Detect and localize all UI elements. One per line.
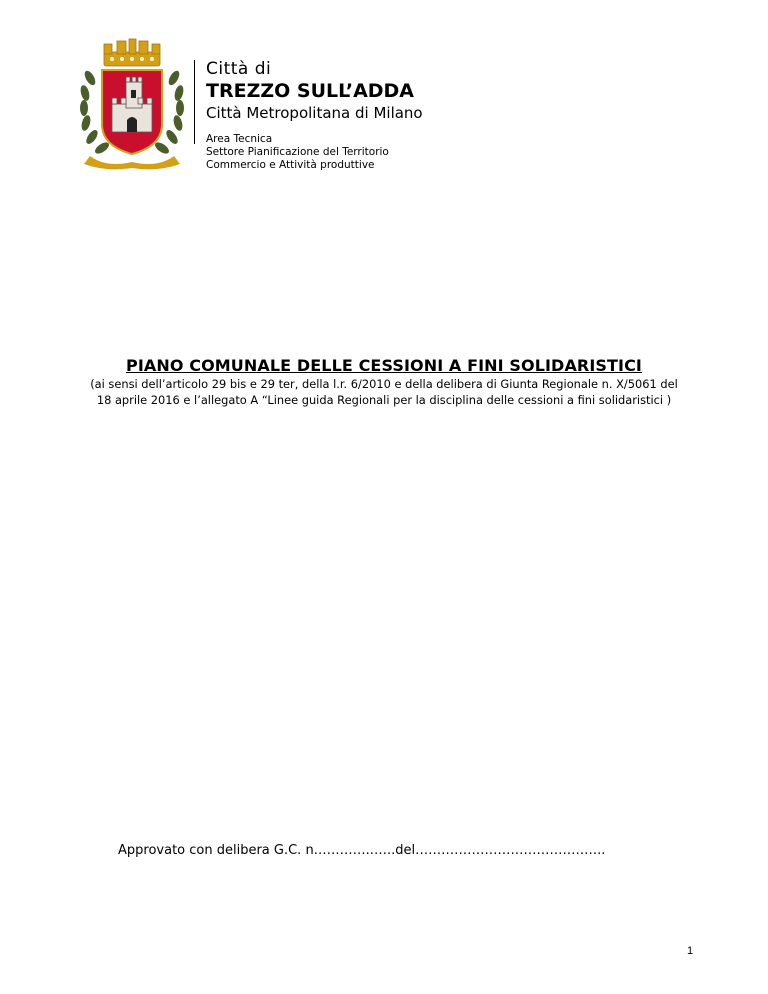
metropolitan-area: Città Metropolitana di Milano — [206, 104, 423, 122]
subtitle-line: (ai sensi dell’articolo 29 bis e 29 ter, della l.r. 6/2010 e della delibera di Giunta Regionale n. X/5061 del — [90, 377, 678, 391]
department-line: Settore Pianificazione del Territorio — [206, 146, 389, 158]
header-divider — [194, 60, 195, 144]
approval-line: Approvato con delibera G.C. n…………..…..del…………………………………….. — [118, 843, 606, 858]
page-number: 1 — [687, 945, 694, 957]
department-line: Commercio e Attività produttive — [206, 159, 375, 171]
document-subtitle — [40, 376, 728, 408]
department-block — [206, 133, 423, 172]
town-crest-icon — [76, 38, 188, 172]
document-title: PIANO COMUNALE DELLE CESSIONI A FINI SOLIDARISTICI — [126, 356, 642, 375]
city-prefix: Città di — [206, 59, 272, 79]
subtitle-line: 18 aprile 2016 e l’allegato A “Linee guida Regionali per la disciplina delle cessioni a fini solidaristici ) — [96, 393, 672, 407]
municipality-header — [206, 58, 423, 172]
city-name: TREZZO SULL’ADDA — [206, 80, 415, 102]
department-line: Area Tecnica — [206, 133, 273, 145]
